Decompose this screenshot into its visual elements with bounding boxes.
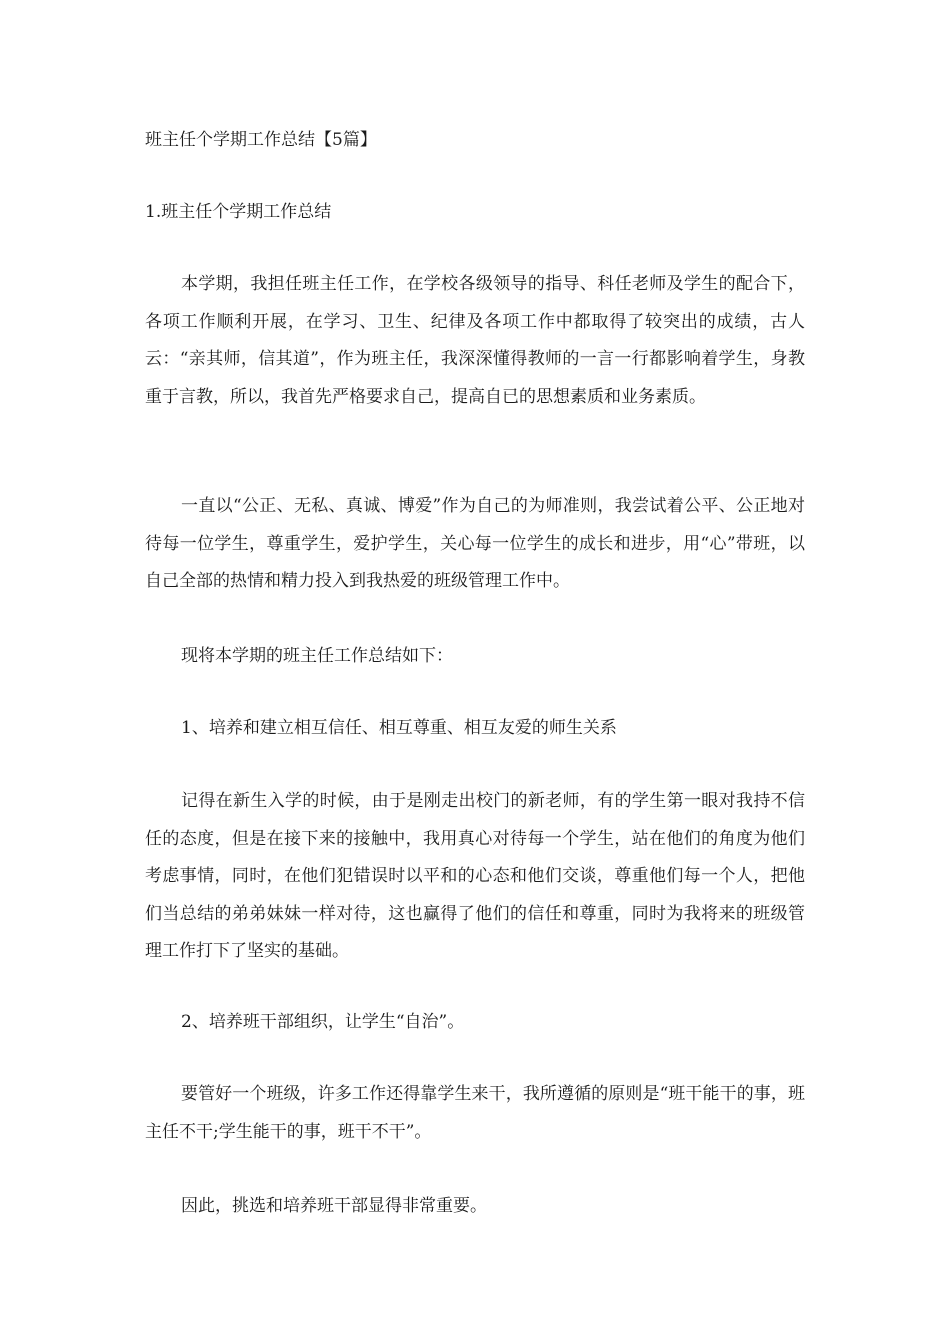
section-heading: 1.班主任个学期工作总结 bbox=[145, 202, 332, 222]
paragraph-conclusion: 因此，挑选和培养班干部显得非常重要。 bbox=[181, 1196, 487, 1216]
paragraph-intro: 本学期，我担任班主任工作，在学校各级领导的指导、科任老师及学生的配合下，各项工作顺利开展，在学习、卫生、纪律及各项工作中都取得了较突出的成绩，古人云：“亲其师，信其道”，作为班主任，我深深懂得教师的一言一行都影响着学生，身教重于言教，所以，我首先严格要求自己，提高自已的思想素质和业务素质。 bbox=[145, 274, 805, 407]
document-title: 班主任个学期工作总结【5篇】 bbox=[145, 130, 377, 150]
paragraph-relationship: 记得在新生入学的时候，由于是刚走出校门的新老师，有的学生第一眼对我持不信任的态度，但是在接下来的接触中，我用真心对待每一个学生，站在他们的角度为他们考虑事情，同时，在他们犯错误时以平和的心态和他们交谈，尊重他们每一个人，把他们当总结的弟弟妹妹一样对待，这也赢得了他们的信任和尊重，同时为我将来的班级管理工作打下了坚实的基础。 bbox=[145, 791, 805, 961]
paragraph-principles: 一直以“公正、无私、真诚、博爱”作为自己的为师准则，我尝试着公平、公正地对待每一位学生，尊重学生，爱护学生，关心每一位学生的成长和进步，用“心”带班，以自己全部的热情和精力投入到我热爱的班级管理工作中。 bbox=[145, 496, 805, 591]
subheading-relationship: 1、培养和建立相互信任、相互尊重、相互友爱的师生关系 bbox=[181, 718, 617, 738]
paragraph-class-cadres: 要管好一个班级，许多工作还得靠学生来干，我所遵循的原则是“班干能干的事，班主任不干;学生能干的事，班干不干”。 bbox=[145, 1084, 805, 1142]
paragraph-summary-lead: 现将本学期的班主任工作总结如下： bbox=[181, 646, 453, 666]
subheading-class-cadres: 2、培养班干部组织，让学生“自治”。 bbox=[181, 1012, 465, 1032]
